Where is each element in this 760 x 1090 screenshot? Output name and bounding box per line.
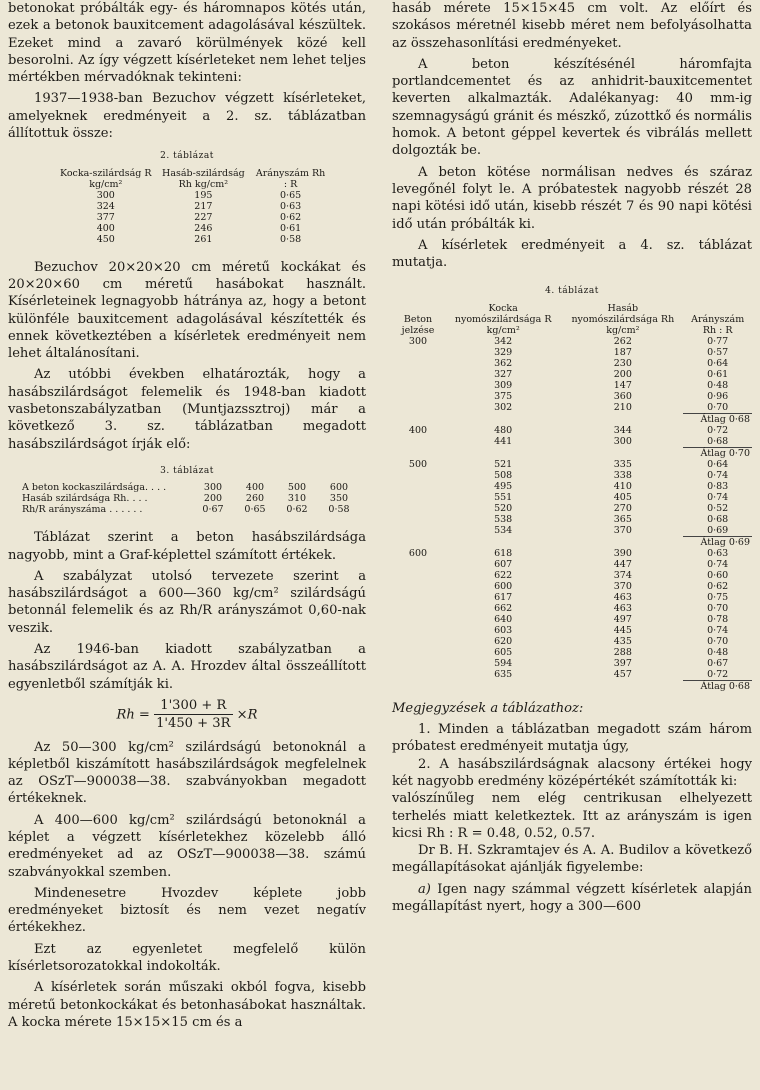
table-cell: 300 <box>203 482 223 494</box>
paragraph: Mindenesetre Hvozdev képlete jobb eredményeket biztosít és nem vezet negatív értékekhez. <box>8 885 366 936</box>
table-cell <box>392 592 444 603</box>
table-cell: 0·62 <box>280 211 302 223</box>
table-cell: 324 <box>96 200 115 212</box>
table-3-caption: 3. táblázat <box>160 465 214 476</box>
table-cell: 0·63 <box>707 547 729 559</box>
table-cell: 375 <box>494 390 513 402</box>
table-cell: 0·68 <box>707 513 729 525</box>
table-cell: 603 <box>494 624 513 636</box>
table-cell: 0·72 <box>707 668 729 680</box>
table-row <box>392 669 752 681</box>
paragraph: A szabályzat utolsó tervezete szerint a hasábszilárdságot a 600—360 kg/cm² szilárdságú betonnál felemelik és az Rh/R arányszámot 0,60-nak veszik. <box>8 568 366 636</box>
table-cell: 0·64 <box>707 357 729 369</box>
table-cell: 463 <box>613 591 632 603</box>
table-cell: 0·58 <box>280 233 302 245</box>
table-row <box>392 436 752 448</box>
table-average-row <box>392 413 752 425</box>
table-cell <box>392 559 444 570</box>
table-cell: 0·67 <box>707 657 729 669</box>
table-cell: 370 <box>613 525 632 536</box>
table-cell: 0·65 <box>280 189 302 201</box>
notes-heading: Megjegyzések a táblázathoz: <box>392 700 584 716</box>
table-cell: 0·74 <box>707 469 729 481</box>
table-cell: 538 <box>494 513 513 525</box>
table-cell <box>392 647 444 658</box>
paragraph: A 400—600 kg/cm² szilárdságú betonoknál a képlet a végzett kísérletekhez közelebb álló eredményeket ad az OSzT—900038—38. számú szabványokkal szemben. <box>8 812 366 880</box>
table-cell: 435 <box>613 635 632 647</box>
note <box>392 881 752 916</box>
table-cell: 327 <box>494 368 513 380</box>
table-row <box>392 559 752 570</box>
table-cell: 200 <box>613 368 632 380</box>
table-cell: 0·63 <box>280 200 302 212</box>
table-row <box>392 459 752 470</box>
table-cell: 217 <box>194 200 213 212</box>
table-row <box>392 548 752 559</box>
table-cell <box>392 358 444 369</box>
table-cell: 0·60 <box>707 569 729 581</box>
table-cell: 497 <box>613 613 632 625</box>
table-cell: 405 <box>613 491 632 503</box>
table-cell: 521 <box>494 458 513 470</box>
left-column <box>8 0 366 1031</box>
table-cell: 0·83 <box>707 480 729 492</box>
table-row <box>392 614 752 625</box>
table-cell: 0·62 <box>707 580 729 592</box>
table-cell <box>392 447 683 459</box>
table-cell: 0·70 <box>707 602 729 614</box>
paragraph: A beton kötése normálisan nedves és száraz levegőnél folyt le. A próbatestek nagyobb részét 28 napi kötési idő után, kisebb részét 7 és 90 napi kötési idő után próbálták ki. <box>392 164 752 232</box>
table-cell: 441 <box>494 436 513 447</box>
table-cell: 0·61 <box>280 222 302 234</box>
table-cell <box>392 669 444 681</box>
table-row <box>392 570 752 581</box>
paragraph: betonokat próbálták egy- és háromnapos kötés után, ezek a betonok bauxitcement adagolásával készültek. Ezeket mind a zavaró körülmények közé kell besorolni. Az így végzett kísérleteket nem lehet teljes mértékben mérvadóknak tekinteni: <box>8 1 366 86</box>
table-cell: 200 <box>203 493 223 505</box>
table-cell: 302 <box>494 402 513 413</box>
table-cell: 0·74 <box>707 491 729 503</box>
table-cell: 288 <box>613 646 632 658</box>
table-cell: 230 <box>613 357 632 369</box>
table-cell: 400 <box>245 482 265 494</box>
table-cell: 262 <box>613 335 632 347</box>
table-cell: 635 <box>494 669 513 680</box>
table-cell: 0·96 <box>707 390 729 402</box>
table-cell <box>392 402 444 414</box>
table-3 <box>20 482 360 515</box>
table-cell: 246 <box>194 222 213 234</box>
table-cell: 457 <box>613 669 632 680</box>
table-cell: 0·62 <box>286 504 308 516</box>
note: 2. A hasábszilárdságnak alacsony értékei hogy két nagyobb eredmény középértékét számították ki: <box>392 756 752 789</box>
table-cell <box>392 680 683 692</box>
table-cell: 390 <box>613 547 632 559</box>
table-cell: 480 <box>494 424 513 436</box>
table-cell: 0·57 <box>707 346 729 358</box>
table-cell: 617 <box>494 591 513 603</box>
table-cell: 600 <box>408 547 428 559</box>
table-cell: 500 <box>408 458 428 470</box>
table-4-header-cube: Kocka nyomószilárdsága R kg/cm² <box>454 302 552 336</box>
table-cell: 600 <box>494 580 513 592</box>
table-row <box>392 658 752 669</box>
paragraph: Bezuchov 20×20×20 cm méretű kockákat és 20×20×60 cm méretű hasábokat használt. Kísérleteinek legnagyobb hátránya az, hogy a betont különféle bauxitcement adagolásával készítették és ennek következtében a kísérletek eredményeit nem lehet általánosítani. <box>8 259 366 362</box>
table-cell: 620 <box>494 635 513 647</box>
table-cell: 147 <box>613 379 632 391</box>
table-cell <box>392 436 444 448</box>
table-cell: A beton kockaszilárdsága. . . . <box>22 482 167 494</box>
table-cell: 261 <box>194 233 213 245</box>
table-row <box>392 369 752 380</box>
table-cell: Átlag 0·69 <box>683 536 752 548</box>
formula-lhs: Rh = <box>116 707 150 723</box>
table-2-header-ratio: Arányszám Rh : R <box>255 167 326 190</box>
table-cell <box>392 380 444 391</box>
table-cell: 350 <box>329 493 349 505</box>
table-cell: 0·72 <box>707 424 729 436</box>
table-row <box>20 504 360 515</box>
table-cell <box>392 492 444 503</box>
table-cell: 0·74 <box>707 624 729 636</box>
table-2-caption: 2. táblázat <box>160 151 214 162</box>
table-row <box>392 336 752 347</box>
table-row <box>58 223 328 234</box>
table-4-caption: 4. táblázat <box>545 286 599 297</box>
paragraph: hasáb mérete 15×15×45 cm volt. Az előírt és szokásos méretnél kisebb méret nem befolyásolhatta az összehasonlítási eredményeket. <box>392 1 752 51</box>
table-cell: 0·75 <box>707 591 729 603</box>
table-row <box>392 425 752 436</box>
table-cell: 400 <box>408 424 428 436</box>
table-cell <box>392 525 444 537</box>
table-average-row <box>392 536 752 548</box>
table-cell: 447 <box>613 558 632 570</box>
table-row <box>392 647 752 658</box>
table-cell: 0·58 <box>328 504 350 516</box>
table-2 <box>58 168 328 245</box>
table-cell <box>392 625 444 636</box>
table-cell: 605 <box>494 646 513 658</box>
table-row <box>392 358 752 369</box>
table-cell: 300 <box>613 436 632 447</box>
table-row <box>58 212 328 223</box>
paragraph: A kísérletek eredményeit a 4. sz. táblázat mutatja. <box>392 237 752 271</box>
table-cell: Rh/R arányszáma . . . . . . <box>22 504 143 516</box>
table-cell <box>392 570 444 581</box>
table-row <box>20 482 360 493</box>
table-cell: 344 <box>613 424 632 436</box>
table-cell <box>392 514 444 525</box>
table-row <box>392 525 752 537</box>
table-cell: 410 <box>613 480 632 492</box>
table-cell: 360 <box>613 390 632 402</box>
table-row <box>392 603 752 614</box>
table-row <box>58 201 328 212</box>
table-cell: 195 <box>194 189 213 201</box>
table-cell: 445 <box>613 624 632 636</box>
table-row <box>392 503 752 514</box>
table-cell: 0·69 <box>707 524 729 536</box>
table-cell <box>392 614 444 625</box>
table-4 <box>392 303 752 692</box>
table-row <box>392 592 752 603</box>
table-average-row <box>392 680 752 692</box>
table-cell: 618 <box>494 547 513 559</box>
table-cell: 270 <box>613 502 632 514</box>
table-cell: 310 <box>287 493 307 505</box>
paragraph: Az 50—300 kg/cm² szilárdságú betonoknál a képletből kiszámított hasábszilárdságok megfelelnek az OSzT—900038—38. szabványokban megadott értékeknek. <box>8 739 366 807</box>
table-cell <box>392 536 683 548</box>
table-cell: 397 <box>613 657 632 669</box>
table-cell: 260 <box>245 493 265 505</box>
table-row <box>392 514 752 525</box>
formula <box>8 697 366 733</box>
table-row <box>392 347 752 358</box>
paragraph: Az utóbbi években elhatározták, hogy a hasábszilárdságot felemelik és 1948-ban kiadott vasbetonszabályzatban (Muntjazssztroj) már a következő 3. sz. táblázatban megadott hasábszilárdságot írják elő: <box>8 367 366 452</box>
table-cell: 0·48 <box>707 646 729 658</box>
table-row <box>20 493 360 504</box>
table-cell: 370 <box>613 580 632 592</box>
table-cell: 600 <box>329 482 349 494</box>
table-cell <box>392 369 444 380</box>
table-cell: 374 <box>613 569 632 581</box>
paragraph: Ezt az egyenletet megfelelő külön kísérletsorozatokkal indokolták. <box>8 941 366 975</box>
table-4-header-ratio: Arányszám Rh : R <box>691 313 745 336</box>
table-cell: 534 <box>494 525 513 536</box>
table-average-row <box>392 447 752 459</box>
table-cell <box>392 581 444 592</box>
table-cell: 0·48 <box>707 379 729 391</box>
table-cell: 500 <box>287 482 307 494</box>
table-cell <box>392 470 444 481</box>
table-cell: 594 <box>494 657 513 669</box>
right-column <box>392 0 752 915</box>
note-letter: a) <box>418 881 431 897</box>
table-cell <box>392 658 444 669</box>
table-cell: 508 <box>494 469 513 481</box>
table-cell: 0·74 <box>707 558 729 570</box>
table-4-header-prism: Hasáb nyomószilárdsága Rh kg/cm² <box>571 302 675 336</box>
table-cell <box>392 503 444 514</box>
table-cell: 362 <box>494 357 513 369</box>
table-cell <box>392 636 444 647</box>
table-cell: 338 <box>613 469 632 481</box>
table-cell: 0·67 <box>202 504 224 516</box>
formula-tail: ×R <box>236 707 258 723</box>
table-cell: 0·77 <box>707 335 729 347</box>
table-cell: 640 <box>494 613 513 625</box>
table-row <box>392 470 752 481</box>
paragraph: A kísérletek során műszaki okból fogva, kisebb méretű betonkockákat és betonhasábokat használtak. A kocka mérete 15×15×15 cm és a <box>8 980 366 1030</box>
table-cell: 0·64 <box>707 458 729 470</box>
table-cell: 0·52 <box>707 502 729 514</box>
table-row <box>392 636 752 647</box>
table-cell: 342 <box>494 335 513 347</box>
table-cell: 607 <box>494 558 513 570</box>
table-cell <box>392 481 444 492</box>
table-cell: 365 <box>613 513 632 525</box>
table-cell: 335 <box>613 458 632 470</box>
table-row <box>392 625 752 636</box>
table-cell: 450 <box>96 233 115 245</box>
table-cell: 210 <box>613 402 632 413</box>
formula-denominator: 1'450 + 3R <box>156 716 231 732</box>
table-row <box>392 391 752 402</box>
table-cell: 551 <box>494 491 513 503</box>
table-cell: 622 <box>494 569 513 581</box>
table-cell: Hasáb szilárdsága Rh. . . . <box>22 493 148 505</box>
table-row <box>392 380 752 391</box>
table-4-header-concrete: Beton jelzése <box>401 313 435 336</box>
table-cell: 0·65 <box>244 504 266 516</box>
table-cell <box>392 347 444 358</box>
table-2-header-prism: Hasáb-szilárdság Rh kg/cm² <box>162 167 245 190</box>
table-cell: 227 <box>194 211 213 223</box>
table-cell: 662 <box>494 602 513 614</box>
table-cell: Átlag 0·70 <box>683 447 752 459</box>
table-row <box>392 402 752 414</box>
table-row <box>392 481 752 492</box>
table-cell: 0·61 <box>707 368 729 380</box>
table-row <box>392 492 752 503</box>
table-cell: 309 <box>494 379 513 391</box>
table-cell: Átlag 0·68 <box>683 680 752 692</box>
table-cell: 329 <box>494 346 513 358</box>
table-cell: Átlag 0·68 <box>683 413 752 425</box>
paragraph: Az 1946-ban kiadott szabályzatban a hasábszilárdságot az A. A. Hrozdev által összeállított egyenletből számítják ki. <box>8 642 366 692</box>
table-cell: 495 <box>494 480 513 492</box>
table-cell <box>392 413 683 425</box>
formula-fraction <box>154 697 232 733</box>
table-cell: 300 <box>408 335 428 347</box>
table-row <box>58 234 328 245</box>
table-cell: 0·68 <box>707 435 729 447</box>
table-row <box>392 581 752 592</box>
table-cell: 0·70 <box>707 401 729 413</box>
table-cell: 300 <box>96 189 115 201</box>
table-cell: 463 <box>613 602 632 614</box>
note: 1. Minden a táblázatban megadott szám három próbatest eredményeit mutatja úgy, <box>392 722 752 755</box>
table-row <box>58 190 328 201</box>
table-cell: 187 <box>613 346 632 358</box>
table-cell <box>392 603 444 614</box>
table-cell: 0·78 <box>707 613 729 625</box>
note: Dr B. H. Szkramtajev és A. A. Budilov a következő megállapításokat ajánlják figyelembe: <box>392 843 752 876</box>
table-cell: 0·70 <box>707 635 729 647</box>
paragraph: 1937—1938-ban Bezuchov végzett kísérleteket, amelyeknek eredményeit a 2. sz. táblázatban állítottuk össze: <box>8 91 366 142</box>
table-2-header-cube: Kocka-szilárdság R kg/cm² <box>60 167 152 190</box>
note-text: Igen nagy számmal végzett kísérletek alapján megállapítást nyert, hogy a 300—600 <box>392 881 752 915</box>
table-cell <box>392 391 444 402</box>
paragraph: Táblázat szerint a beton hasábszilárdsága nagyobb, mint a Graf-képlettel számított értékek. <box>8 530 366 563</box>
table-cell: 377 <box>96 211 115 223</box>
formula-numerator: 1'300 + R <box>154 697 232 715</box>
table-cell: 400 <box>96 222 115 234</box>
paragraph: A beton készítésénél háromfajta portlandcementet és az anhidrit-bauxitcementet keverten alkalmazták. Adalékanyag: 40 mm-ig szemnagyságú gránit és mészkő, zúzottkő és normális homok. A betont géppel kevertek és vibrálás mellett dolgozták be. <box>392 56 752 159</box>
note: valószínűleg nem elég centrikusan elhelyezett terhelés miatt keletkeztek. Itt az arányszám is igen kicsi Rh : R = 0.48, 0.52, 0.57. <box>392 791 752 841</box>
table-cell: 520 <box>494 502 513 514</box>
